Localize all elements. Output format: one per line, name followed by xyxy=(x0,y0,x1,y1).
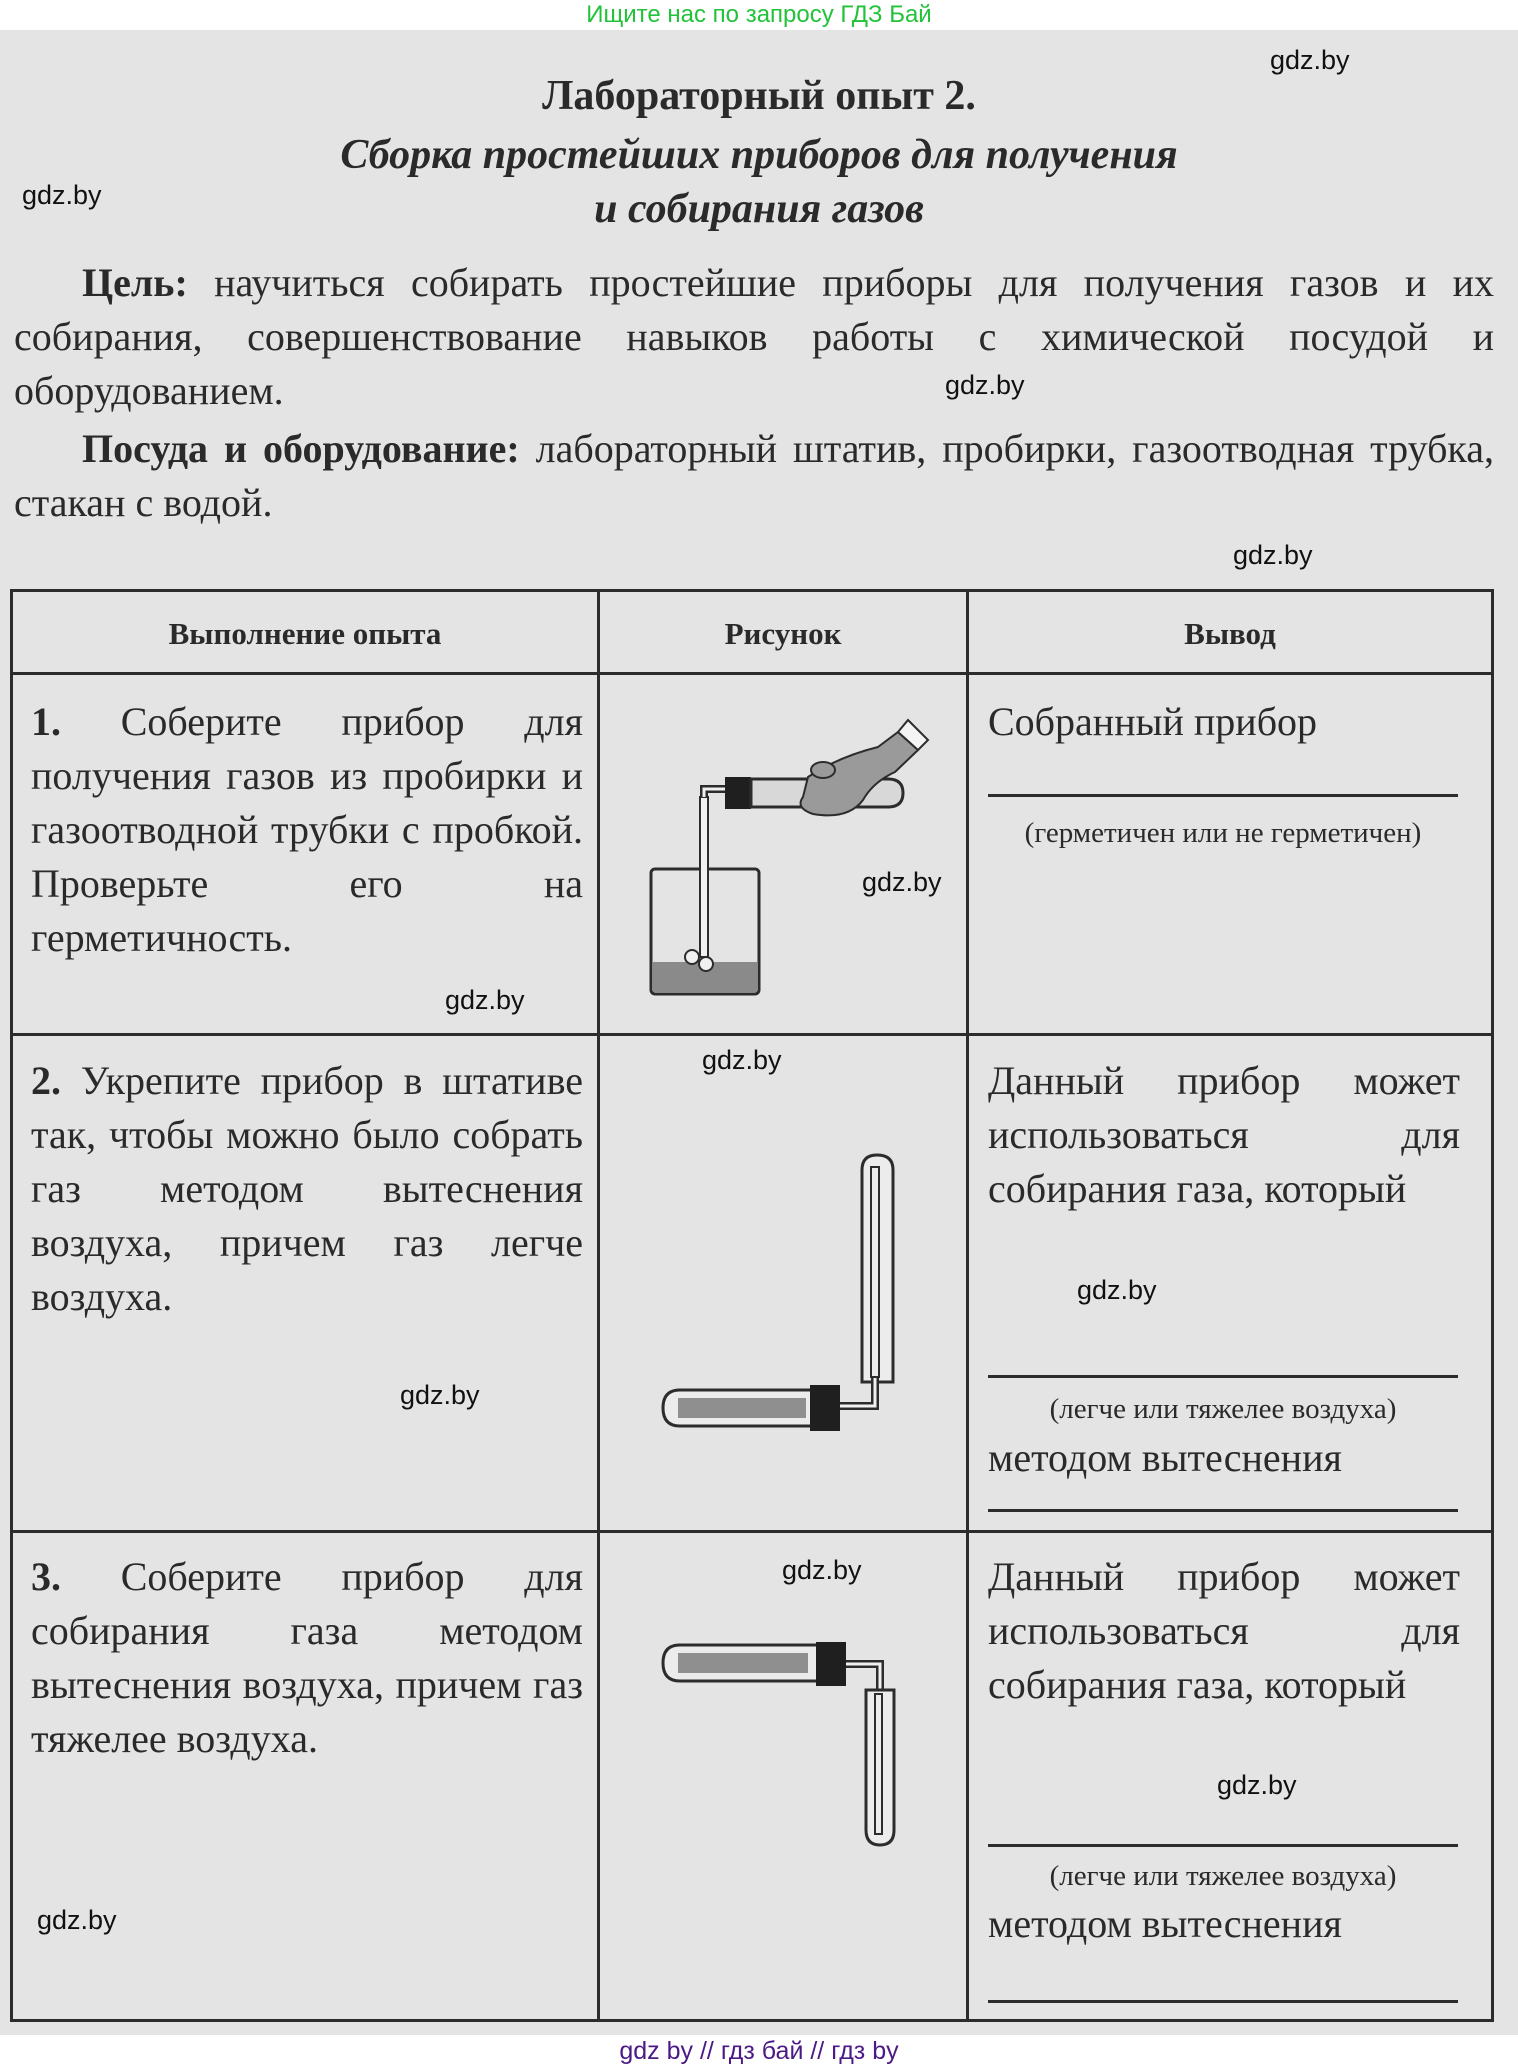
row-1-answer-blank[interactable] xyxy=(988,794,1458,797)
experiment-table xyxy=(10,589,1494,2022)
textbook-page xyxy=(0,30,1518,2035)
row-2-figure-tube-upward xyxy=(658,1152,918,1392)
row-3-number: 3. xyxy=(31,1554,61,1599)
goal-paragraph xyxy=(14,256,1494,418)
row-1-hint: (герметичен или не герметичен) xyxy=(1024,817,1422,849)
column-header-procedure: Выполнение опыта xyxy=(168,616,442,651)
column-header-conclusion: Вывод xyxy=(1184,616,1276,651)
goal-label: Цель: xyxy=(82,260,188,305)
column-divider xyxy=(966,592,969,2019)
row-3-conclusion-tail: методом вытеснения xyxy=(988,1901,1342,1946)
watermark: gdz.by xyxy=(37,1905,117,1935)
row-3-hint: (легче или тяжелее воздуха) xyxy=(1049,1860,1397,1892)
page-subtitle xyxy=(0,128,1518,236)
watermark: gdz.by xyxy=(782,1555,862,1585)
equipment-text: лабораторный штатив, пробирки, газоотводная трубка, стакан с водой. xyxy=(14,426,1495,525)
subtitle-line-1: Сборка простейших приборов для получения xyxy=(340,132,1178,178)
row-3-figure-tube-downward xyxy=(658,1642,918,1902)
row-1-number: 1. xyxy=(31,699,61,744)
column-header-figure: Рисунок xyxy=(724,616,842,651)
row-2-conclusion-tail: методом вытеснения xyxy=(988,1435,1342,1480)
watermark: gdz.by xyxy=(1233,540,1313,570)
equipment-paragraph xyxy=(14,422,1494,530)
watermark: gdz.by xyxy=(862,867,942,897)
row-3-answer-blank-1[interactable] xyxy=(988,1844,1458,1847)
row-2-hint: (легче или тяжелее воздуха) xyxy=(1049,1393,1397,1425)
watermark: gdz.by xyxy=(445,985,525,1015)
row-2-conclusion: Данный прибор может использоваться для собирания газа, который xyxy=(988,1058,1460,1211)
goal-text: научиться собирать простейшие приборы для получения газов и их собирания, совершенствование навыков работы с химической посудой и оборудованием. xyxy=(14,260,1494,413)
page-title: Лабораторный опыт 2. xyxy=(542,73,976,119)
row-2-answer-blank-2[interactable] xyxy=(988,1509,1458,1512)
row-divider xyxy=(13,1033,1491,1036)
watermark: gdz.by xyxy=(1217,1770,1297,1800)
row-3-conclusion: Данный прибор может использоваться для собирания газа, который xyxy=(988,1554,1460,1707)
column-divider xyxy=(597,592,600,2019)
row-1-task: 1. Соберите прибор для получения газов из пробирки и газоотводной трубки с пробкой. Проверьте его на герметичность. xyxy=(31,699,583,960)
row-divider xyxy=(13,1530,1491,1533)
equipment-label: Посуда и оборудование: xyxy=(82,426,520,471)
watermark: gdz.by xyxy=(1270,45,1350,75)
row-3-answer-blank-2[interactable] xyxy=(988,2000,1458,2003)
watermark: gdz.by xyxy=(1077,1275,1157,1305)
row-2-task: 2. Укрепите прибор в штативе так, чтобы можно было собрать газ методом вытеснения воздуха, причем газ легче воздуха. xyxy=(31,1058,583,1319)
watermark: gdz.by xyxy=(945,370,1025,400)
row-1-conclusion: Собранный прибор xyxy=(988,699,1318,744)
watermark: gdz.by xyxy=(22,180,102,210)
top-banner: Ищите нас по запросу ГДЗ Бай xyxy=(0,0,1518,30)
watermark: gdz.by xyxy=(702,1045,782,1075)
row-2-answer-blank-1[interactable] xyxy=(988,1375,1458,1378)
footer-banner: gdz by // гдз бай // гдз by xyxy=(0,2035,1518,2068)
row-2-number: 2. xyxy=(31,1058,61,1103)
watermark: gdz.by xyxy=(400,1380,480,1410)
subtitle-line-2: и собирания газов xyxy=(594,186,924,232)
row-1-figure-apparatus xyxy=(633,702,933,992)
row-3-task: 3. Соберите прибор для собирания газа методом вытеснения воздуха, причем газ тяжелее воздуха. xyxy=(31,1554,583,1761)
